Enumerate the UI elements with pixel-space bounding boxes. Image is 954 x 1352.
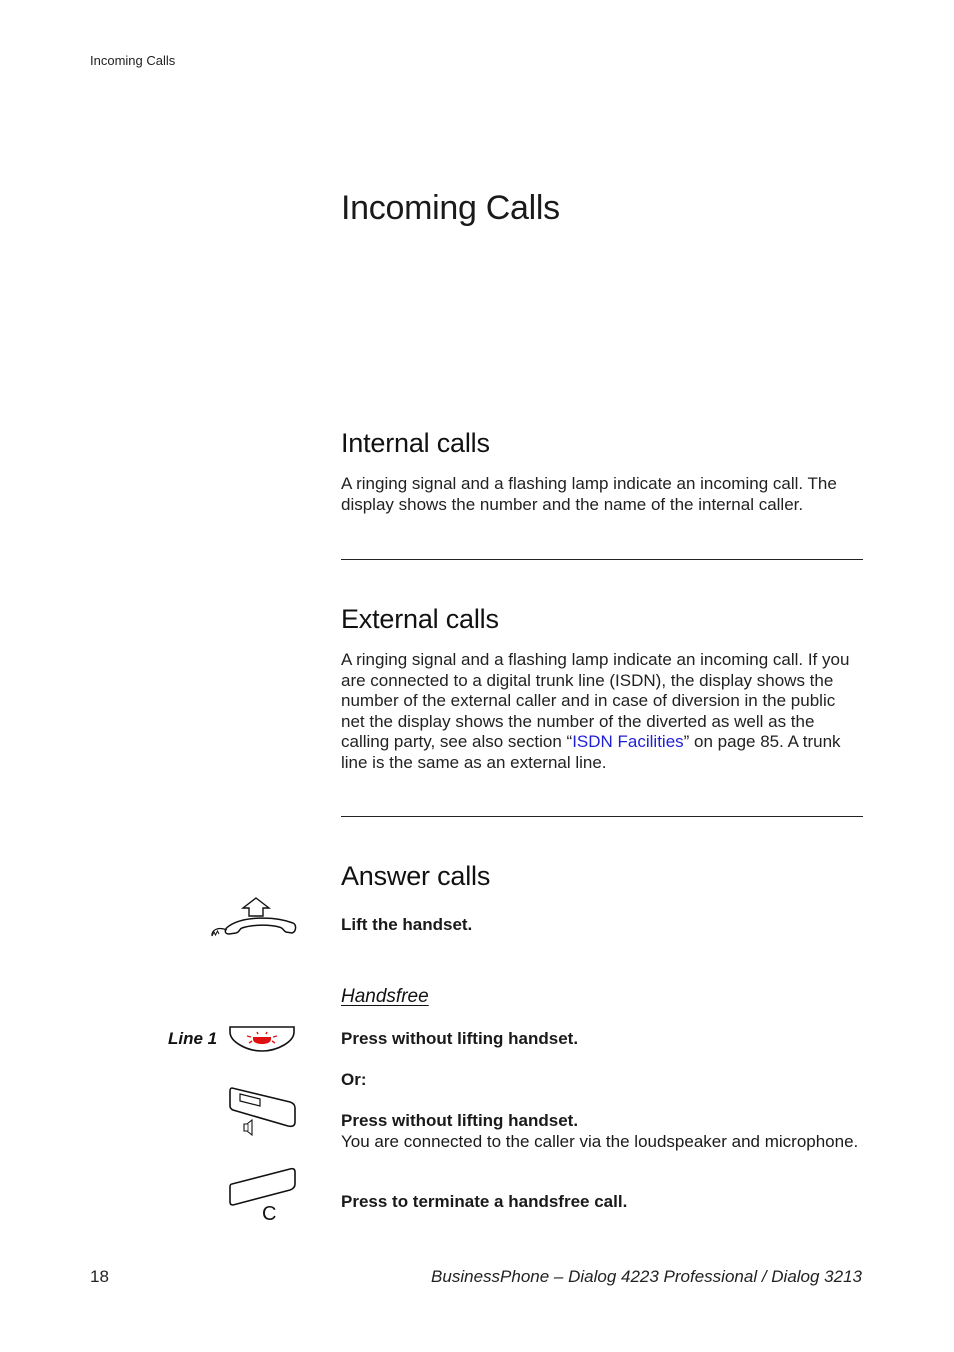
external-calls-text-part1: A ringing signal and a flashing lamp indicate an incoming call. If you are connected to a digital trunk line (ISDN), the display shows the number of the external caller and in case of diversion in the public net the display shows the number of the diverted as well as the calling party, see also section “ <box>341 650 850 751</box>
internal-calls-text: A ringing signal and a flashing lamp indicate an incoming call. The display shows the number and the name of the internal caller. <box>341 474 837 514</box>
section-divider <box>341 559 863 560</box>
section-divider <box>341 816 863 817</box>
document-title-footer: BusinessPhone – Dialog 4223 Professional / Dialog 3213 <box>431 1267 862 1286</box>
lift-handset-instruction: Lift the handset. <box>341 915 473 934</box>
external-calls-text <box>341 650 863 773</box>
line-key-flashing-icon[interactable] <box>227 1024 297 1054</box>
answer-calls-heading: Answer calls <box>341 861 491 891</box>
external-calls-text-part2: ” on page 85. A trunk line is the same as an external line. <box>341 732 841 772</box>
clear-key-icon[interactable] <box>226 1166 300 1224</box>
internal-calls-heading: Internal calls <box>341 428 490 458</box>
loudspeaker-key-icon[interactable] <box>226 1084 298 1140</box>
line-1-label: Line 1 <box>168 1029 218 1048</box>
press-without-lifting-instruction-1: Press without lifting handset. <box>341 1029 579 1048</box>
handsfree-heading: Handsfree <box>341 986 429 1007</box>
isdn-facilities-link[interactable]: ISDN Facilities <box>572 732 684 751</box>
press-without-lifting-instruction-2: Press without lifting handset. <box>341 1111 579 1130</box>
page-title: Incoming Calls <box>341 189 560 227</box>
clear-key-letter: C <box>262 1203 277 1224</box>
handset-lift-icon <box>207 896 299 940</box>
or-label: Or: <box>341 1070 367 1089</box>
page-number: 18 <box>90 1267 109 1286</box>
speaker-instruction <box>341 1111 863 1152</box>
running-header: Incoming Calls <box>90 53 176 68</box>
external-calls-heading: External calls <box>341 604 499 634</box>
terminate-handsfree-instruction: Press to terminate a handsfree call. <box>341 1192 628 1211</box>
connected-description: You are connected to the caller via the loudspeaker and microphone. <box>341 1131 859 1151</box>
